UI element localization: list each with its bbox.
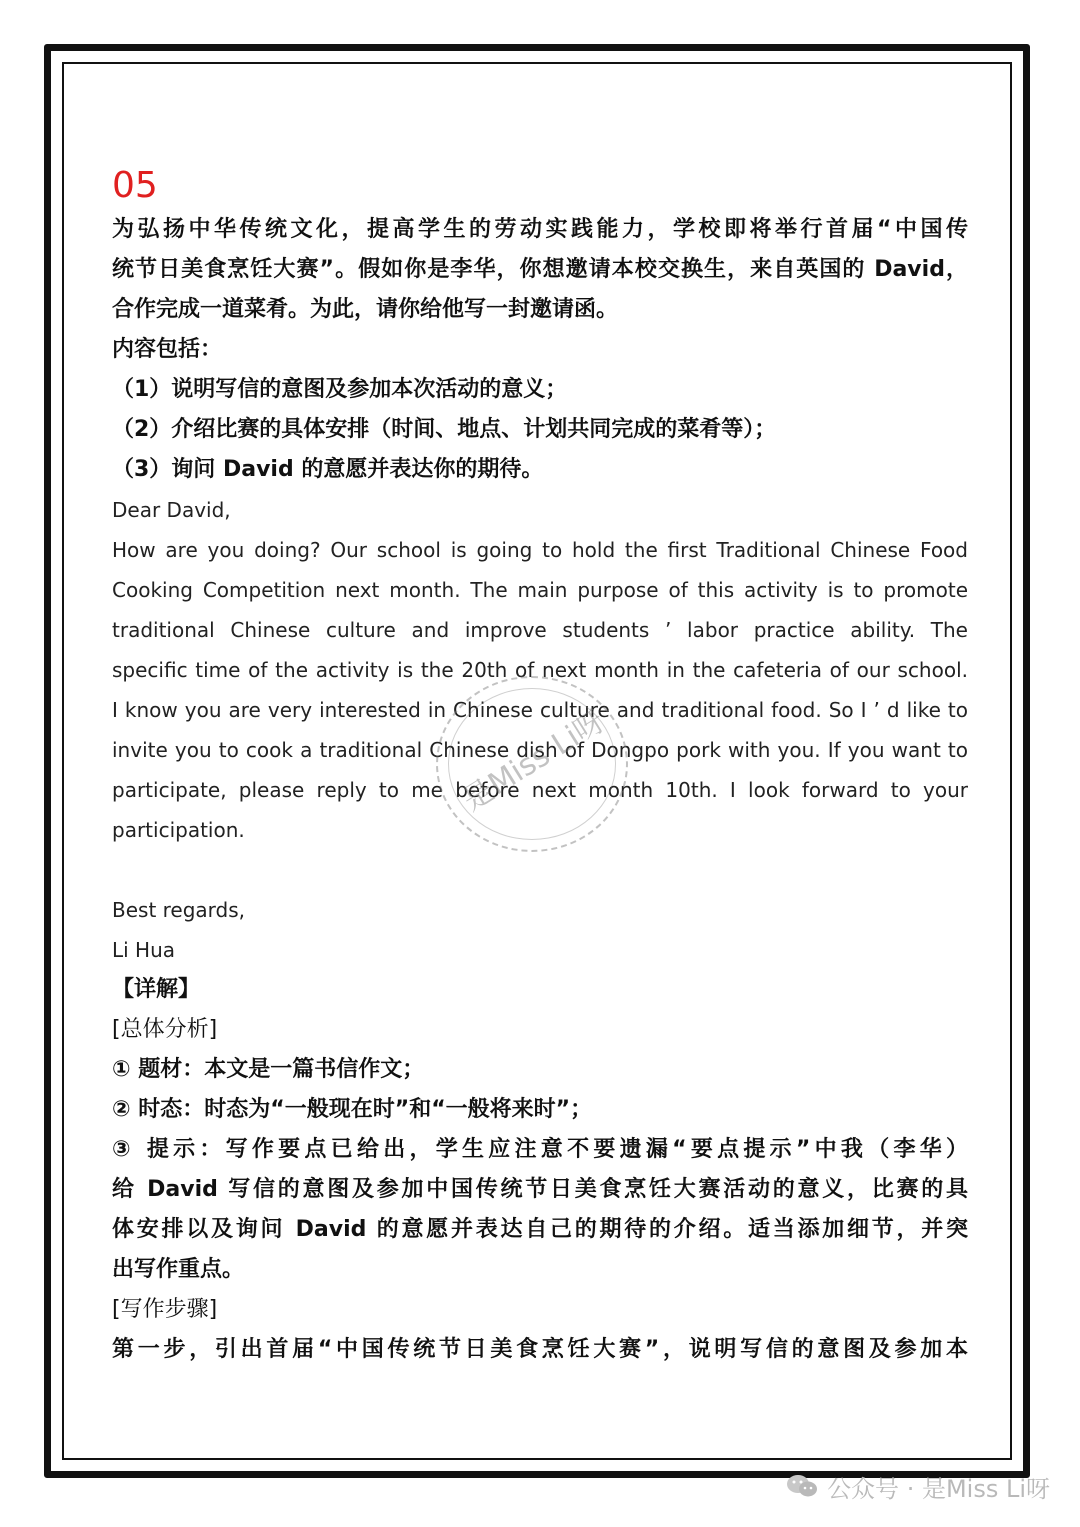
letter-body-line: participate, please reply to me before next month 10th. I look forward to your [112, 778, 968, 802]
analysis-item: ③ 提示：写作要点已给出，学生应注意不要遗漏“要点提示”中我（李华） [112, 1137, 968, 1162]
footer-watermark [785, 1466, 1050, 1506]
watermark-stamp [436, 676, 628, 852]
requirement-point: （3）询问 David 的意愿并表达你的期待。 [112, 457, 544, 482]
letter-body-line: invite you to cook a traditional Chinese dish of Dongpo pork with you. If you want to [112, 738, 968, 762]
prompt-line: 为弘扬中华传统文化，提高学生的劳动实践能力，学校即将举行首届“中国传 [112, 217, 968, 242]
letter-body-line: Cooking Competition next month. The main purpose of this activity is to promote [112, 578, 968, 602]
analysis-continuation: 体安排以及询问 David 的意愿并表达自己的期待的介绍。适当添加细节，并突 [112, 1217, 968, 1242]
letter-body-line: participation. [112, 818, 245, 842]
letter-signature: Li Hua [112, 938, 176, 962]
writing-step: 第一步，引出首届“中国传统节日美食烹饪大赛”，说明写信的意图及参加本 [112, 1337, 968, 1362]
letter-body-line: I know you are very interested in Chinese culture and traditional food. So I ’ d like to [112, 698, 968, 722]
spacer [112, 850, 968, 890]
watermark-stamp-text: 是Miss Li呀 [456, 703, 611, 819]
requirement-point: （2）介绍比赛的具体安排（时间、地点、计划共同完成的菜肴等）； [112, 417, 777, 442]
analysis-header: 【详解】 [112, 977, 201, 1002]
requirement-point: （1）说明写信的意图及参加本次活动的意义； [112, 377, 568, 402]
letter-body-line: specific time of the activity is the 20th of next month in the cafeteria of our school. [112, 658, 968, 682]
letter-closing: Best regards, [112, 898, 246, 922]
question-number: 05 [112, 165, 158, 206]
letter-body-line: traditional Chinese culture and improve students ’ labor practice ability. The [112, 618, 968, 642]
writing-steps-label: [写作步骤] [112, 1297, 218, 1322]
prompt-line: 统节日美食烹饪大赛”。假如你是李华，你想邀请本校交换生，来自英国的 David， [112, 257, 968, 282]
footer-watermark-text: 公众号 · 是Miss Li呀 [827, 1474, 1050, 1503]
wechat-icon [785, 1473, 819, 1499]
letter-salutation: Dear David, [112, 498, 231, 522]
analysis-continuation: 出写作重点。 [112, 1257, 245, 1282]
analysis-continuation: 给 David 写信的意图及参加中国传统节日美食烹饪大赛活动的意义，比赛的具 [112, 1177, 968, 1202]
prompt-line: 合作完成一道菜肴。为此，请你给他写一封邀请函。 [112, 297, 619, 322]
letter-body-line: How are you doing? Our school is going to hold the first Traditional Chinese Food [112, 538, 968, 562]
overall-analysis-label: [总体分析] [112, 1017, 218, 1042]
content-label: 内容包括： [112, 337, 223, 362]
analysis-item: ② 时态：时态为“一般现在时”和“一般将来时”； [112, 1097, 593, 1122]
analysis-item: ① 题材：本文是一篇书信作文； [112, 1057, 425, 1082]
